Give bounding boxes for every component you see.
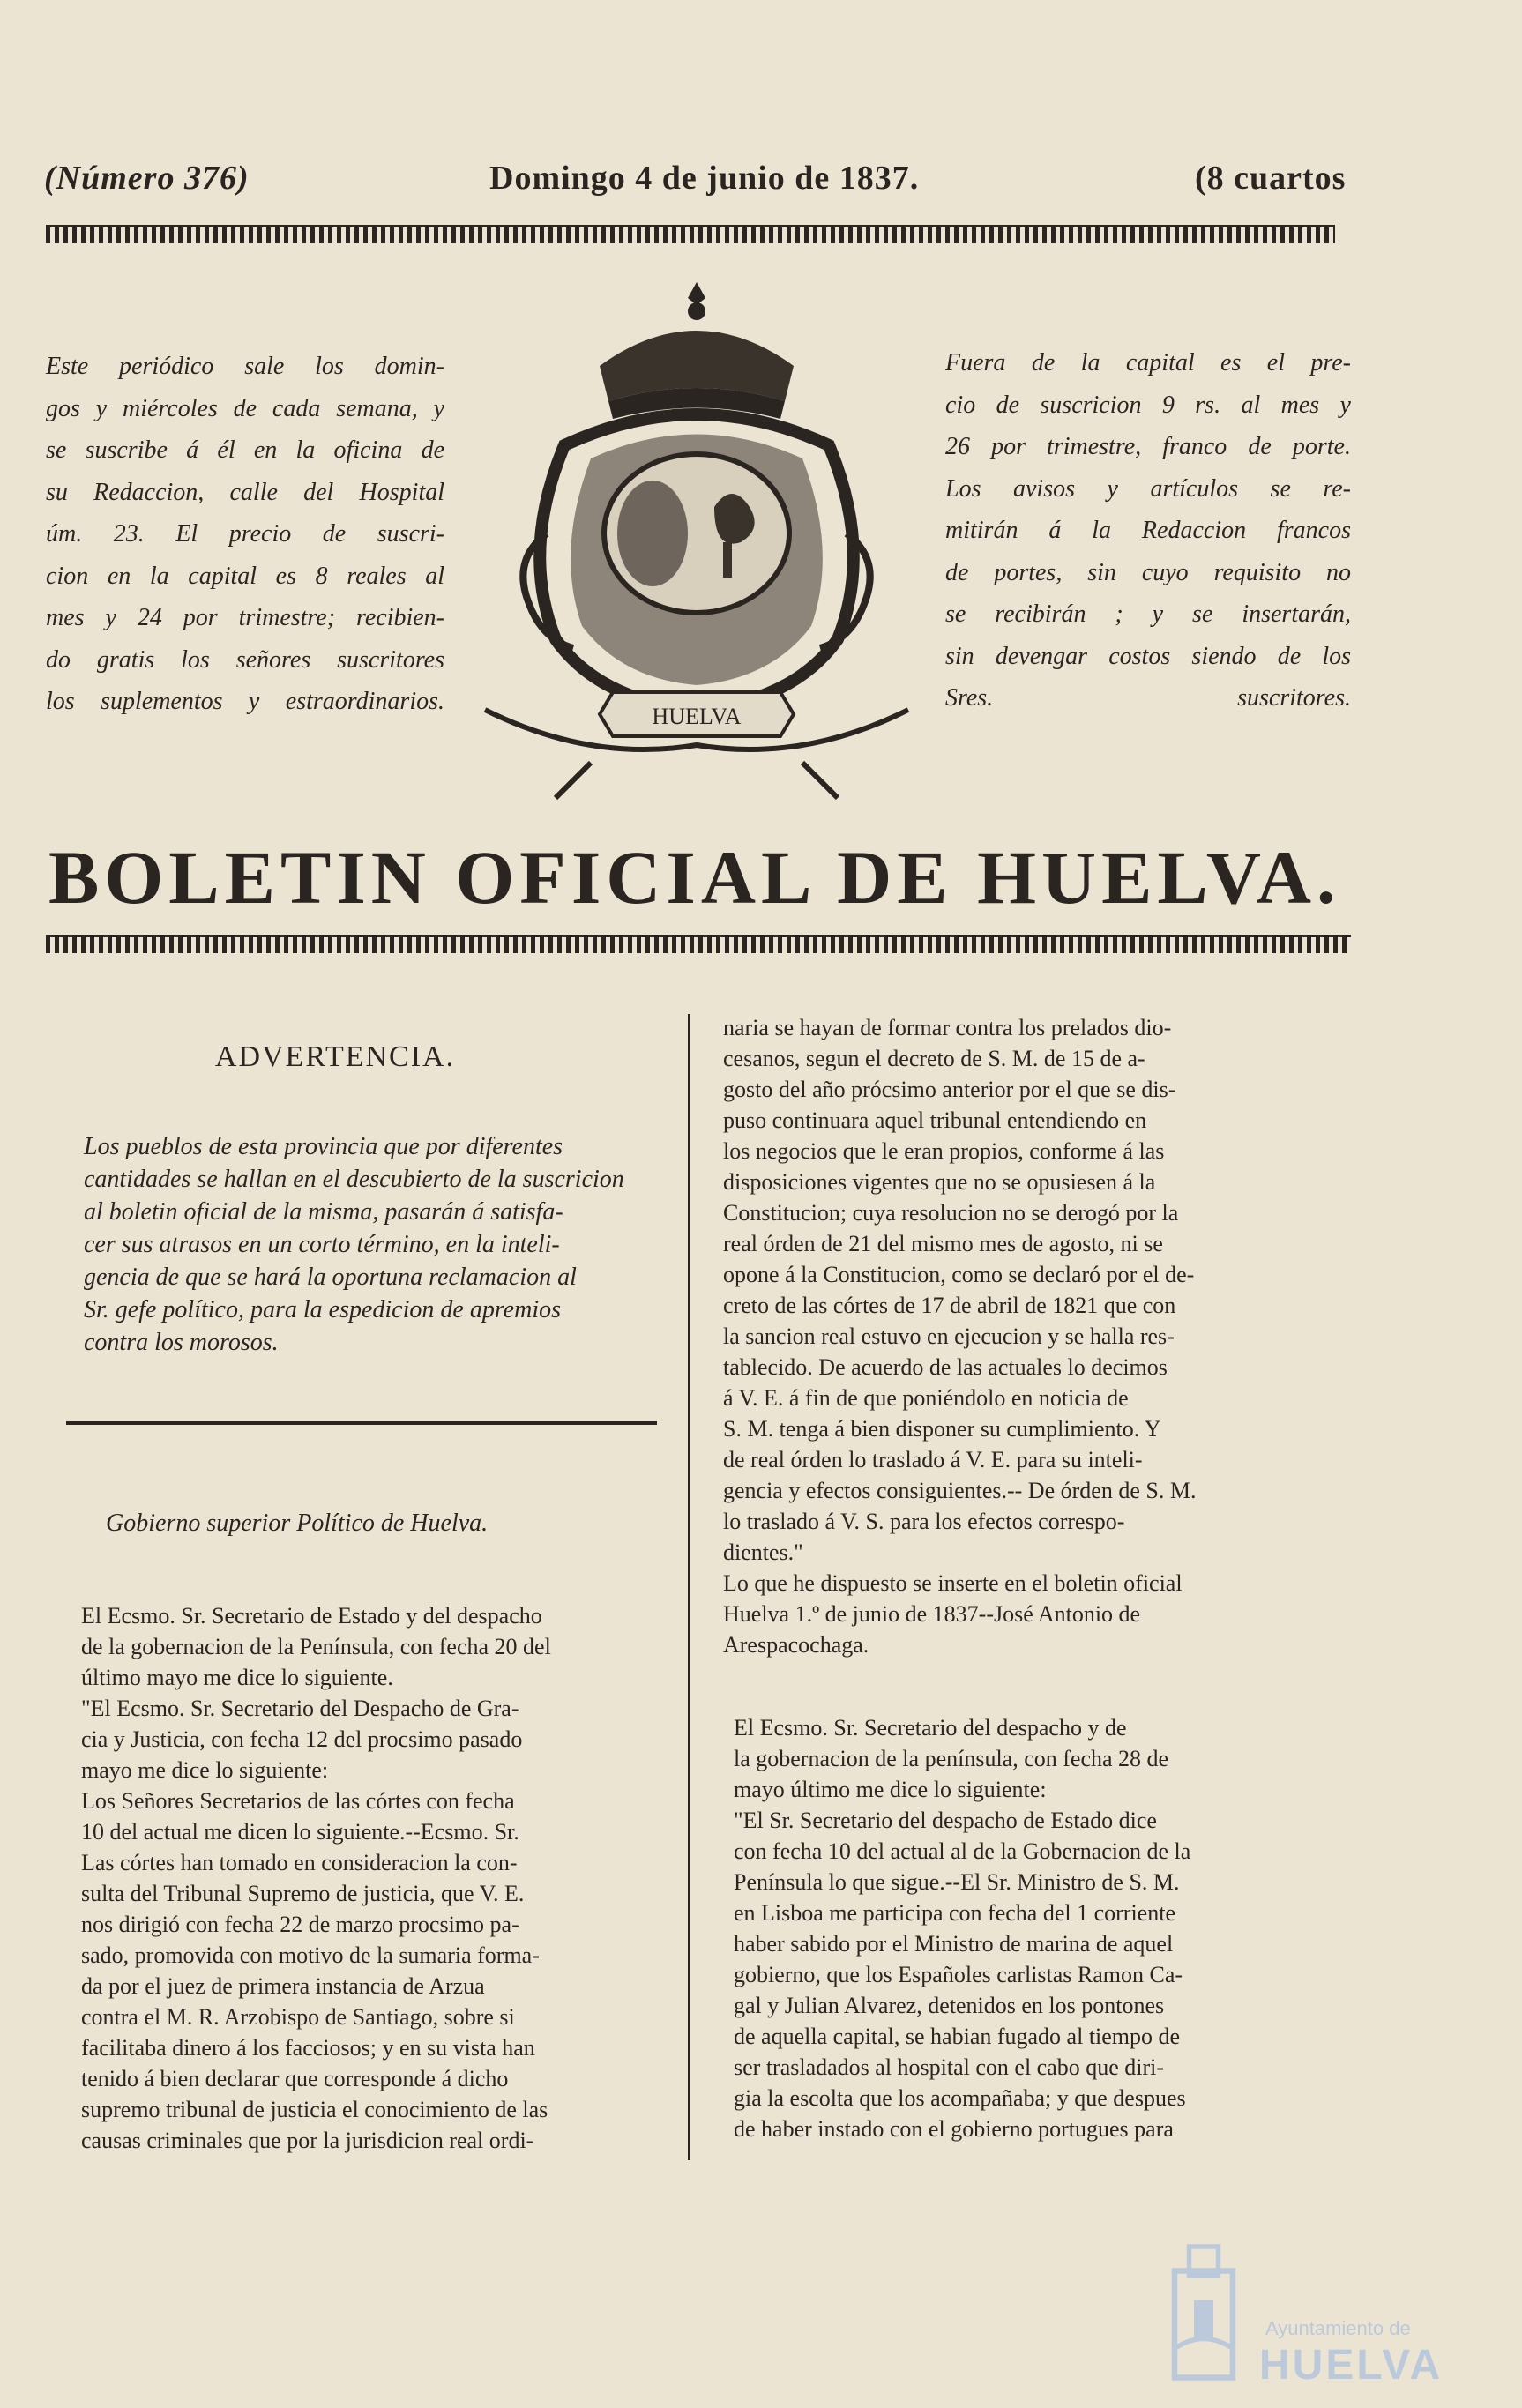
issue-number-text: Número 376 (56, 160, 237, 197)
issue-date: Domingo 4 de junio de 1837. (489, 160, 920, 197)
tower-icon (1155, 2240, 1252, 2389)
intro-right-text: Fuera de la capital es el pre- cio de suscricion 9 rs. al mes y 26 por trimestre, franco de porte. Los avisos y artículos se re- mitirán á la Redaccion francos de portes, sin cuyo requisito no se recibirán ; y se insertarán, sin devengar costos siendo de los Sres. suscritores. (945, 349, 1351, 712)
section-heading: Gobierno superior Político de Huelva. (106, 1510, 489, 1537)
coat-of-arms-crest (459, 269, 935, 807)
issue-price-text: 8 cuartos (1206, 160, 1347, 197)
left-column-body: El Ecsmo. Sr. Secretario de Estado y del despacho de la gobernacion de la Península, con fecha 20 del último mayo me dice lo siguiente. "El Ecsmo. Sr. Secretario del Despacho de Gra- cia y Justicia, con fecha 12 del procsimo pasado mayo me dice lo siguiente: Los Señores Secretarios de las córtes con fecha 10 del actual me dicen lo siguiente.--Ecsmo. Sr. Las córtes han tomado en consideracion la con- sulta del Tribunal Supremo de justicia, que V. E. nos dirigió con fecha 22 de marzo procsimo pa- sado, promovida con motivo de la sumaria forma- da por el juez de primera instancia de Arzua contra el M. R. Arzobispo de Santiago, sobre si facilitaba dinero á los facciosos; y en su vista han tenido á bien declarar que corresponde á dicho supremo tribunal de justicia el conocimiento de las causas criminales que por la jurisdicion real ordi- (81, 1603, 551, 2153)
watermark-large-text: HUELVA (1259, 2342, 1444, 2389)
title-ornament-rule (46, 935, 1351, 953)
top-ornament-rule (46, 225, 1335, 243)
intro-left-text: Este periódico sale los domin- gos y miércoles de cada semana, y se suscribe á él en la oficina de su Redaccion, calle del Hospital úm. 23. El precio de suscri- cion en la capital es 8 reales al mes y 24 por trimestre; recibien- do gratis los señores suscritores los suplementos y estraordinarios. (46, 353, 444, 715)
column-divider (688, 1014, 690, 2160)
advertencia-notice: Los pueblos de esta provincia que por diferentes cantidades se hallan en el descubierto de la suscricion al boletin oficial de la misma, pasarán á satisfa- cer sus atrasos en un corto término, en la inteli- gencia de que se hará la oportuna reclamacion al Sr. gefe político, para la espedicion de apremios contra los morosos. (84, 1133, 624, 1356)
right-column-body-2: El Ecsmo. Sr. Secretario del despacho y de la gobernacion de la península, con fecha 28 de mayo último me dice lo siguiente: "El Sr. Secretario del despacho de Estado dice con fecha 10 del actual al de la Gobernacion de la Península lo que sigue.--El Sr. Ministro de S. M. en Lisboa me participa con fecha del 1 corriente haber sabido por el Ministro de marina de aquel gobierno, que los Españoles carlistas Ramon Ca- gal y Julian Alvarez, detenidos en los pontones de aquella capital, se habian fugado al tiempo de ser trasladados al hospital con el cabo que diri- gia la escolta que los acompañaba; y que despues de haber instado con el gobierno portugues para (734, 1715, 1191, 2142)
notice-divider (66, 1421, 657, 1425)
issue-number: (Número 376) (44, 160, 250, 197)
advertencia-heading: ADVERTENCIA. (214, 1040, 456, 1073)
watermark-small-text: Ayuntamiento de (1265, 2317, 1411, 2339)
crest-ribbon-label: HUELVA (652, 704, 742, 729)
archive-watermark-logo (1155, 2240, 1455, 2394)
newspaper-title: BOLETIN OFICIAL DE HUELVA. (48, 835, 1341, 920)
issue-price: (8 cuartos (1195, 160, 1347, 197)
right-column-body-1: naria se hayan de formar contra los prelados dio- cesanos, segun el decreto de S. M. de 15 de a- gosto del año prócsimo anterior por el que se dis- puso continuara aquel tribunal entendiendo en los negocios que le eran propios, conforme á las disposiciones vigentes que no se opusiesen á la Constitucion; cuya resolucion no se derogó por la real órden de 21 del mismo mes de agosto, ni se opone á la Constitucion, como se declaró por el de- creto de las córtes de 17 de abril de 1821 que con la sancion real estuvo en ejecucion y se halla res- tablecido. De acuerdo de las actuales lo decimos á V. E. á fin de que poniéndolo en noticia de S. M. tenga á bien disponer su cumplimiento. Y de real órden lo traslado á V. E. para su inteli- gencia y efectos consiguientes.-- De órden de S. M. lo traslado á V. S. para los efectos correspo- dientes." Lo que he dispuesto se inserte en el boletin oficial Huelva 1.º de junio de 1837--José Antonio de Arespacochaga. (723, 1015, 1197, 1658)
